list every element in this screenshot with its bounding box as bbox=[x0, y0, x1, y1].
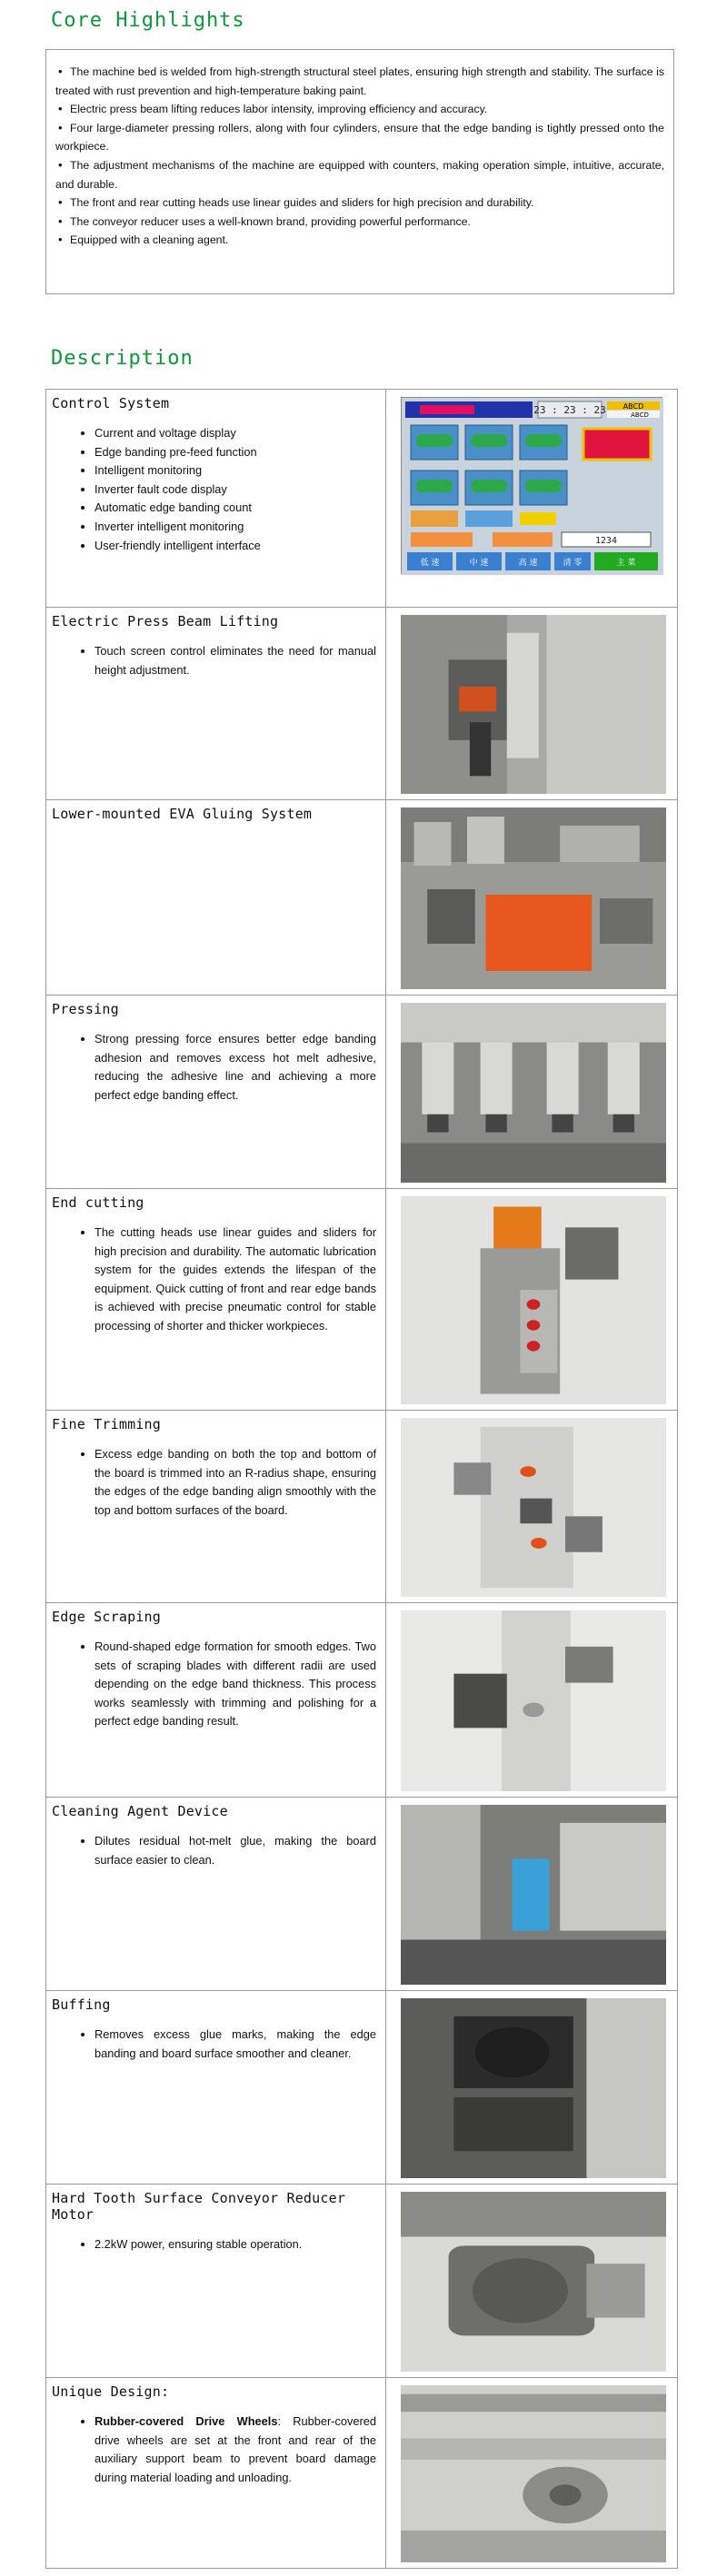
row-title: Electric Press Beam Lifting bbox=[52, 613, 279, 629]
screen-button-low: 低 速 bbox=[420, 559, 440, 568]
core-highlights-title: Core Highlights bbox=[51, 9, 245, 32]
end-cutting-image bbox=[401, 1196, 666, 1404]
core-highlights-list bbox=[55, 63, 664, 250]
screen-button-mid: 中 速 bbox=[469, 559, 489, 568]
list-item: • Round-shaped edge formation for smooth edges. Two sets of scraping blades with different radii are used depending on the edge band thickness. This process works seamlessly with trimming and polishing for a perfect edge banding result. bbox=[95, 1638, 380, 1731]
drive-wheels-image bbox=[401, 2385, 666, 2562]
list-item: • Removes excess glue marks, making the edge banding and board surface smoother and cleaner. bbox=[95, 2026, 380, 2063]
core-item: • The machine bed is welded from high-strength structural steel plates, ensuring high strength and stability. The surface is treated with rust prevention and high-temperature baking paint. bbox=[55, 63, 664, 100]
edge-scraping-image bbox=[401, 1610, 666, 1791]
row-list bbox=[52, 1832, 380, 1869]
buffing-image bbox=[401, 1998, 666, 2178]
table-row bbox=[46, 1189, 678, 1411]
press-beam-image bbox=[401, 615, 666, 794]
screen-button-high: 高 速 bbox=[518, 559, 538, 568]
reducer-motor-image bbox=[401, 2192, 666, 2372]
list-item: • User-friendly intelligent interface bbox=[95, 537, 380, 556]
row-list bbox=[52, 1224, 380, 1336]
list-item: • Strong pressing force ensures better edge banding adhesion and removes excess hot melt adhesive, reducing the adhesive line and achieving a more perfect edge banding effect. bbox=[95, 1030, 380, 1105]
screen-time: 23 : 23 : 23 bbox=[533, 404, 606, 416]
row-title: Fine Trimming bbox=[52, 1416, 161, 1432]
list-item: • Touch screen control eliminates the need for manual height adjustment. bbox=[95, 642, 380, 679]
row-list bbox=[52, 642, 380, 679]
row-title: Cleaning Agent Device bbox=[52, 1803, 228, 1819]
screen-brand: ABCD bbox=[622, 402, 644, 411]
eva-gluing-image bbox=[401, 807, 666, 989]
row-title: Pressing bbox=[52, 1001, 119, 1017]
row-title: Unique Design: bbox=[52, 2383, 170, 2400]
screen-button-menu: 主 菜 bbox=[616, 559, 636, 568]
row-title: Lower-mounted EVA Gluing System bbox=[52, 806, 313, 822]
table-row bbox=[46, 1798, 678, 1991]
table-row bbox=[46, 608, 678, 800]
table-row bbox=[46, 800, 678, 996]
table-row bbox=[46, 1411, 678, 1603]
row-list bbox=[52, 424, 380, 555]
screen-counter: 1234 bbox=[594, 536, 618, 546]
list-item bbox=[95, 2413, 380, 2487]
list-item-lead: Rubber-covered Drive Wheels bbox=[95, 2414, 278, 2428]
list-item: • 2.2kW power, ensuring stable operation. bbox=[95, 2235, 380, 2254]
row-title: Buffing bbox=[52, 1996, 111, 2013]
table-row bbox=[46, 2185, 678, 2378]
table-row bbox=[46, 390, 678, 608]
row-title: Hard Tooth Surface Conveyor Reducer Motor bbox=[52, 2190, 346, 2223]
core-item: • The adjustment mechanisms of the machine are equipped with counters, making operation simple, intuitive, accurate, and durable. bbox=[55, 156, 664, 193]
list-item: • Inverter fault code display bbox=[95, 481, 380, 500]
table-row bbox=[46, 996, 678, 1189]
row-list bbox=[52, 2413, 380, 2487]
list-item: • Automatic edge banding count bbox=[95, 499, 380, 518]
description-table bbox=[45, 389, 678, 2569]
row-list bbox=[52, 1445, 380, 1520]
list-item: • Intelligent monitoring bbox=[95, 461, 380, 481]
row-title: End cutting bbox=[52, 1194, 144, 1211]
core-item: • The front and rear cutting heads use linear guides and sliders for high precision and durability. bbox=[55, 193, 664, 213]
list-item-text: : Rubber-covered drive wheels are set at the front and rear of the auxiliary support beam to prevent board damage during material loading and unloading. bbox=[95, 2414, 376, 2484]
table-row bbox=[46, 1991, 678, 2185]
core-item: • The conveyor reducer uses a well-known brand, providing powerful performance. bbox=[55, 213, 664, 232]
list-item: • Inverter intelligent monitoring bbox=[95, 518, 380, 537]
list-item: • Excess edge banding on both the top and bottom of the board is trimmed into an R-radius shape, ensuring the edges of the edge banding align smoothly with the top and bottom surfaces of the board. bbox=[95, 1445, 380, 1520]
core-item: • Four large-diameter pressing rollers, along with four cylinders, ensure that the edge banding is tightly pressed onto the workpiece. bbox=[55, 119, 664, 156]
core-item: • Electric press beam lifting reduces labor intensity, improving efficiency and accuracy. bbox=[55, 100, 664, 119]
row-list bbox=[52, 2235, 380, 2254]
list-item: • The cutting heads use linear guides and sliders for high precision and durability. The automatic lubrication system for the guides extends the lifespan of the equipment. Quick cutting of front and rear edge bands is achieved with precise pneumatic control for stable processing of shorter and thicker workpieces. bbox=[95, 1224, 380, 1336]
list-item: • Dilutes residual hot-melt glue, making the board surface easier to clean. bbox=[95, 1832, 380, 1869]
row-title: Control System bbox=[52, 395, 170, 411]
table-row bbox=[46, 2378, 678, 2569]
pressing-rollers-image bbox=[401, 1003, 666, 1183]
control-screen-image bbox=[401, 397, 662, 574]
core-item: • Equipped with a cleaning agent. bbox=[55, 231, 664, 250]
row-title: Edge Scraping bbox=[52, 1609, 161, 1625]
core-highlights-box bbox=[45, 49, 674, 294]
list-item: • Edge banding pre-feed function bbox=[95, 443, 380, 462]
screen-button-clear: 清 零 bbox=[563, 559, 583, 568]
table-row bbox=[46, 1603, 678, 1798]
row-list bbox=[52, 2026, 380, 2063]
fine-trimming-image bbox=[401, 1418, 666, 1597]
screen-brand-2: ABCD bbox=[631, 411, 649, 419]
row-list bbox=[52, 1638, 380, 1731]
row-list bbox=[52, 1030, 380, 1105]
cleaning-agent-image bbox=[401, 1805, 666, 1985]
control-screen-graphic bbox=[402, 398, 663, 575]
description-title: Description bbox=[51, 347, 194, 370]
list-item: • Current and voltage display bbox=[95, 424, 380, 443]
